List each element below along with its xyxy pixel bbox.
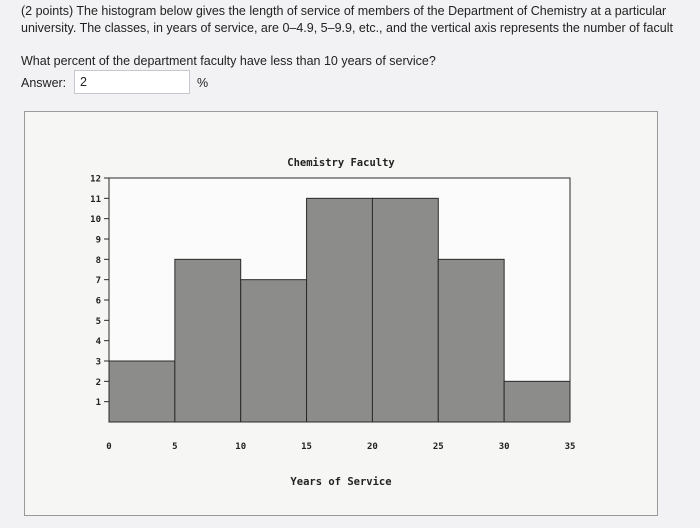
y-tick-label: 4 [95, 337, 101, 348]
answer-input[interactable] [74, 70, 190, 94]
y-tick-label: 7 [95, 276, 101, 287]
chart-title: Chemistry Faculty [287, 157, 395, 169]
histogram-chart [24, 111, 658, 516]
histogram-bar [241, 280, 307, 422]
histogram-bar [438, 259, 504, 422]
y-tick-label: 5 [95, 316, 101, 327]
x-tick-label: 5 [172, 442, 178, 452]
y-tick-label: 10 [90, 215, 101, 226]
x-tick-label: 35 [564, 442, 576, 452]
histogram-bar [175, 259, 241, 422]
x-tick-label: 30 [498, 442, 510, 452]
y-tick-label: 11 [90, 194, 101, 205]
x-tick-label: 10 [235, 442, 247, 452]
y-tick-label: 2 [95, 377, 101, 388]
y-tick-label: 6 [95, 296, 101, 307]
x-tick-label: 20 [367, 442, 378, 452]
question-text [21, 3, 700, 37]
y-tick-label: 12 [90, 174, 101, 185]
histogram-bar [372, 198, 438, 422]
histogram-bar [307, 198, 373, 422]
y-tick-label: 1 [95, 398, 101, 409]
histogram-bar [504, 381, 570, 422]
y-tick-label: 9 [95, 235, 101, 246]
x-tick-label: 0 [106, 442, 112, 452]
x-tick-label: 25 [432, 442, 444, 452]
question-prompt: What percent of the department faculty have less than 10 years of service? [21, 54, 436, 68]
y-tick-label: 8 [95, 255, 101, 266]
question-line-1: (2 points) The histogram below gives the length of service of members of the Department of Chemistry at a particular [21, 4, 667, 18]
percent-unit: % [197, 76, 209, 90]
question-line-2: university. The classes, in years of service, are 0–4.9, 5–9.9, etc., and the vertical axis represents the number of facult [21, 21, 673, 35]
x-tick-label: 15 [301, 442, 312, 452]
y-tick-label: 3 [95, 357, 101, 368]
histogram-bar [109, 361, 175, 422]
answer-label: Answer: [21, 76, 67, 90]
x-axis-label: Years of Service [290, 476, 392, 488]
